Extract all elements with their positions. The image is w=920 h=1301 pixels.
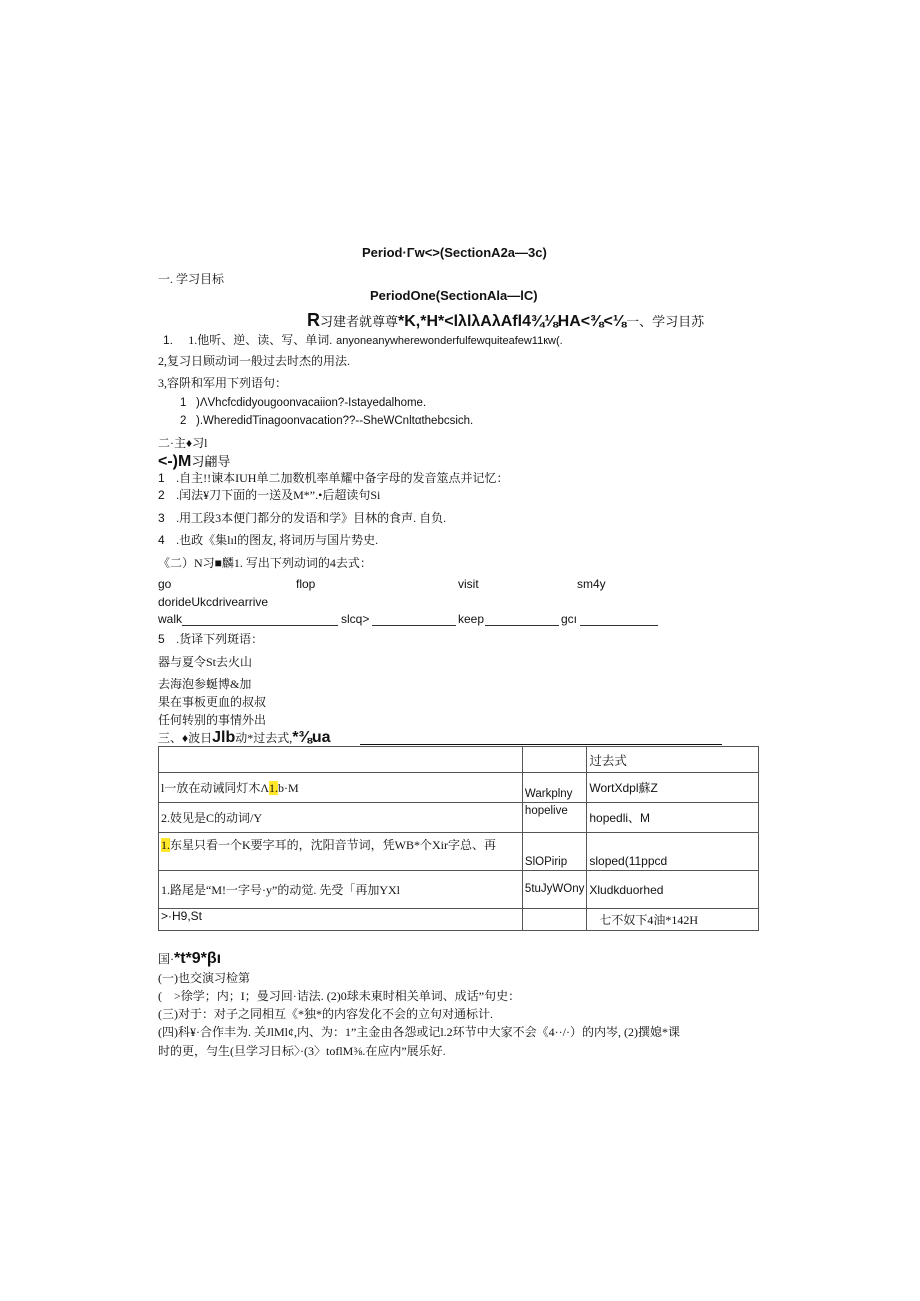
highlight-mark: 1. <box>161 838 170 852</box>
section4-line-5: 时的更，勻生(旦学习日标〉·(3〉toflM⅜.在应内”展乐好. <box>158 1044 446 1058</box>
preview-item-num: 4 <box>158 533 165 547</box>
table-cell-rule <box>159 833 523 871</box>
table-cell <box>522 747 586 773</box>
section3-mid: 动*过去式, <box>235 731 293 745</box>
rule-text-post: b·M <box>278 781 299 795</box>
item-5 <box>158 633 263 645</box>
phrase-2: 去海泡参蜒博&加 <box>158 677 252 691</box>
preview-item-1 <box>158 472 508 484</box>
table-row <box>159 909 759 931</box>
table-cell-past: hopedli、M <box>587 803 759 833</box>
item-5-text: .货译下列斑语： <box>176 632 264 646</box>
section1-heading: 一. 学习目标 <box>158 272 225 286</box>
table-cell-verbs: 5tuJyWOny <box>522 871 586 909</box>
table-row <box>159 803 759 833</box>
preview-item-text: .也政《集lıl的图友, 将词历与国片势史. <box>176 533 379 547</box>
table-cell <box>159 747 523 773</box>
table-cell-rule <box>159 871 523 909</box>
verbs-row-2: dorideUkcdrivearrive <box>158 595 269 609</box>
table-cell-verbs: Warkplny <box>522 773 586 803</box>
answer-blank[interactable] <box>485 625 559 626</box>
garbled-goal-line <box>307 311 704 330</box>
table-cell-past: WortXdpl蘇Z <box>587 773 759 803</box>
table-cell-verbs: SlOPirip <box>522 833 586 871</box>
highlight-mark: 1. <box>269 781 279 795</box>
section2-sub-bold: <-)M <box>158 453 192 470</box>
preview-item-text: .闰法¥刀下面的一送及M*”.•后超读句Si <box>176 488 381 502</box>
sentence-2-num: 2 <box>180 415 187 427</box>
verb-keep: keep <box>458 612 485 626</box>
garbled-bold-letter: R <box>307 310 320 330</box>
goal-item-3: 3,容阩和军用下列语句： <box>158 376 288 390</box>
phrase-3: 果在事板更血的叔叔 <box>158 695 267 709</box>
item-5-num: 5 <box>158 632 165 646</box>
section4-line-2: ( >徐学；内；I；曼习回·诘法. (2)0球未東时相关单词、成话”句史： <box>158 989 521 1003</box>
goal-item-1-text: 1.他听、逆、读、写、单词. <box>188 333 333 347</box>
sentence-1-num: 1 <box>180 397 187 409</box>
verb-go: go <box>158 577 172 591</box>
section3-bold2: *⅜ua <box>292 729 331 746</box>
past-tense-table <box>158 746 759 931</box>
section2-subheading <box>158 453 230 470</box>
table-cell-past: Xludkduorhed <box>587 871 759 909</box>
verb-sleep: slcq> <box>341 612 370 626</box>
section4-prefix: 国· <box>158 952 174 966</box>
preview-item-num: 2 <box>158 488 165 502</box>
goal-item-1 <box>163 334 563 347</box>
table-cell-past: 七不奴下4油*142H <box>587 909 759 931</box>
section3-heading-underline <box>360 744 722 745</box>
sentence-2 <box>180 416 473 428</box>
verb-go2: gcı <box>561 612 578 626</box>
section2-heading: 二·主♦习l <box>158 436 208 450</box>
preview-item-num: 3 <box>158 511 165 525</box>
answer-blank[interactable] <box>182 625 338 626</box>
phrase-1: 器与夏令St去火山 <box>158 655 253 669</box>
preview-item-2 <box>158 489 380 501</box>
sentence-1 <box>180 398 426 410</box>
goal-item-2: 2,复习日顾动词一般过去时杰的用法. <box>158 354 351 368</box>
table-row <box>159 871 759 909</box>
answer-blank[interactable] <box>372 625 456 626</box>
answer-blank[interactable] <box>580 625 658 626</box>
section4-bold: *t*9*βı <box>174 950 222 967</box>
section4-line-3: (三)对于：对子之同相互《*独*的内容发化不会的立句对通标计. <box>158 1007 493 1021</box>
rule-text: >·H9,St <box>161 909 203 923</box>
phrase-4: 任何转别的事情外出 <box>158 713 267 727</box>
table-cell-rule <box>159 803 523 833</box>
preview-item-4 <box>158 534 378 546</box>
section1-subtitle: PeriodOne(SectionAla—lC) <box>370 288 538 303</box>
table-cell-rule <box>159 773 523 803</box>
table-cell-verbs: hopelive <box>522 803 586 833</box>
sentence-2-text: ).WheredidTinagoonvacation??--SheWCnltαthebcsich. <box>196 415 474 427</box>
sentence-1-text: )ΛVhcfcdidyougoonvacaiion?-Istayedalhome. <box>196 397 427 409</box>
garbled-tail-text: *K,*H*<lλlλAλAfl4¾⅛HA<⅜<⅛ <box>398 313 627 330</box>
page-title: Period·Γw<>(SectionA2a—3c) <box>362 245 547 260</box>
section3-heading <box>158 729 331 746</box>
goal-item-1-num: 1. <box>163 333 174 347</box>
table-row <box>159 833 759 871</box>
part2-heading: 《二）N习■麟1. 写出下列动词的4去式： <box>158 556 372 570</box>
rule-text: 2.妓见是C的动词/Y <box>161 811 263 825</box>
table-cell-rule <box>159 909 523 931</box>
section4-line-1: (一)也交演习检第 <box>158 971 250 985</box>
section3-prefix: 三、♦波日 <box>158 731 213 745</box>
section4-heading <box>158 950 221 967</box>
preview-item-text: .用工段3本便门都分的发语和学》目林的食声. 自负. <box>176 511 447 525</box>
preview-item-text: .自主!!谏本IUH单二加数机率单耀中备字母的发音筮点并记忆： <box>176 471 509 485</box>
garbled-mid-text: 习建者就尊尊 <box>320 314 399 329</box>
preview-item-num: 1 <box>158 471 165 485</box>
table-header-row <box>159 747 759 773</box>
table-row <box>159 773 759 803</box>
verb-stay: sm4y <box>577 577 606 591</box>
rule-text: l一放在动诫同灯木Λ <box>161 781 270 795</box>
table-header-past-tense: 过去式 <box>587 747 759 773</box>
section3-bold1: Jlb <box>212 729 236 746</box>
table-cell-past: sloped(11ppcd <box>587 833 759 871</box>
section4-line-4: (四)科¥·合作丰为. 关JlMl¢,内、为：1”主金由各怨或记l.2环节中大家不会《4··/·）的内岑, (2)撰媳*课 <box>158 1025 680 1039</box>
section2-sub-rest: 习翩导 <box>191 454 231 469</box>
preview-item-3 <box>158 512 446 524</box>
goal-item-1-words: anyoneanywherewonderfulfewquiteafew11кw(. <box>336 335 563 347</box>
verb-flop: flop <box>296 577 316 591</box>
verb-visit: visit <box>458 577 479 591</box>
table-cell-verbs <box>522 909 586 931</box>
verb-walk: walk <box>158 612 183 626</box>
rule-text: 1.路尾是“M!一字号·y”的动觉. 先受「再加YXl <box>161 883 400 897</box>
rule-text-post: 东星只看一个K要字耳的，沈阳音节词，凭WB*个Xir字总、再 <box>170 838 496 852</box>
garbled-end-text: 一、学习目苏 <box>626 314 705 329</box>
